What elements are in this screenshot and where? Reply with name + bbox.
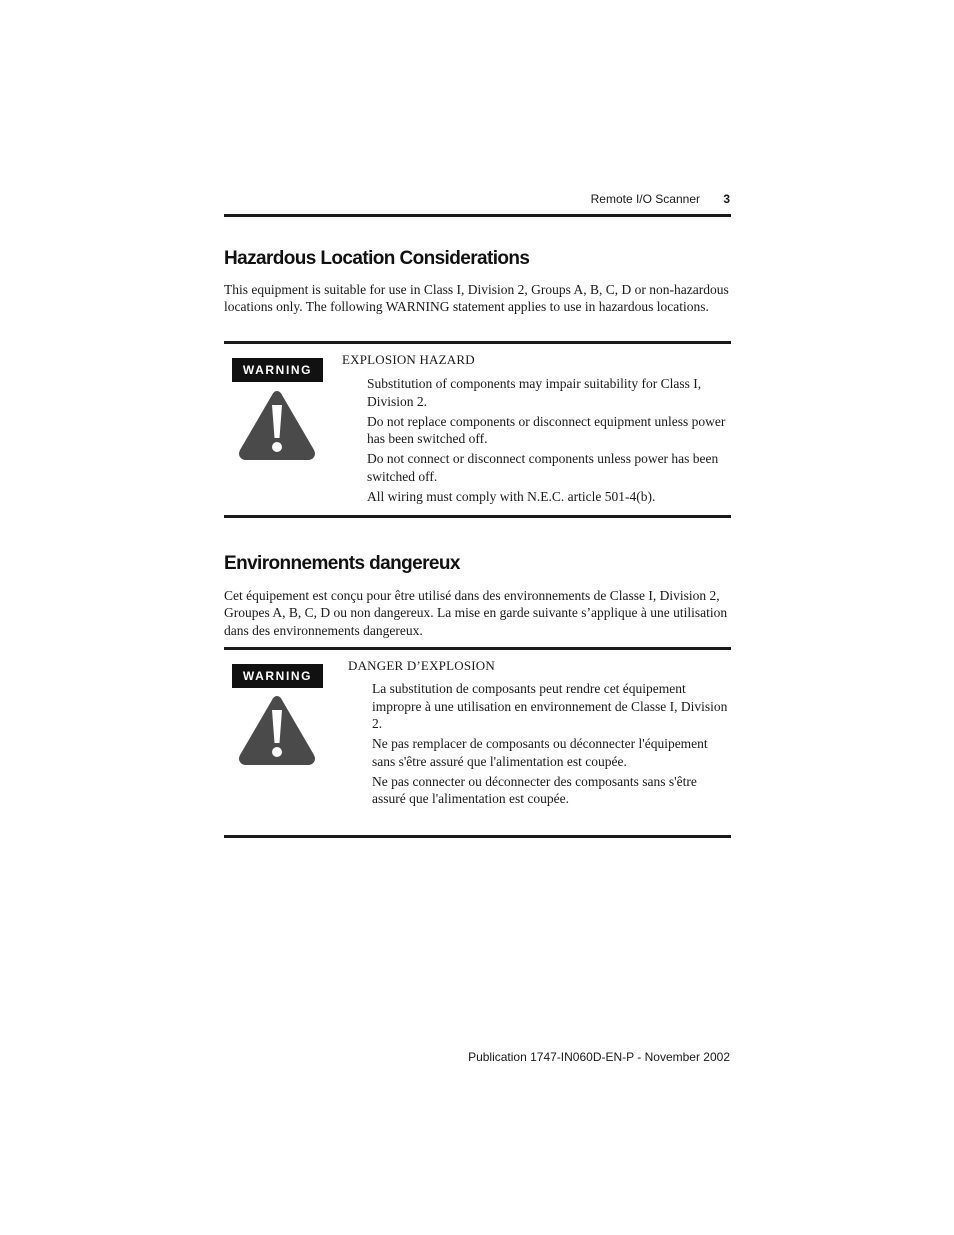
warning-list	[367, 375, 731, 508]
section-intro-environnements: Cet équipement est conçu pour être utilisé dans des environnements de Classe I, Division 2, Groupes A, B, C, D ou non dangereux. La mise en garde suivante s’applique à une utilisation dans des environnements dangereux.	[224, 588, 728, 638]
warning-box-top-rule	[224, 341, 731, 344]
warning-item: All wiring must comply with N.E.C. article 501-4(b).	[367, 488, 656, 504]
section-intro-hazardous: This equipment is suitable for use in Class I, Division 2, Groups A, B, C, D or non-hazardous locations only. The following WARNING statement applies to use in hazardous locations.	[224, 282, 729, 315]
warning-badge: WARNING	[232, 358, 323, 382]
page-number: 3	[723, 192, 730, 206]
header-title: Remote I/O Scanner	[590, 192, 700, 206]
warning-title: EXPLOSION HAZARD	[342, 352, 475, 367]
warning-item: Do not replace components or disconnect equipment unless power has been switched off.	[367, 413, 726, 446]
warning-item: Substitution of components may impair suitability for Class I, Division 2.	[367, 376, 702, 409]
warning-box-top-rule	[224, 647, 731, 650]
section-heading-hazardous: Hazardous Location Considerations	[224, 248, 530, 269]
warning-badge: WARNING	[232, 664, 323, 688]
publication-footer: Publication 1747-IN060D-EN-P - November 2002	[468, 1050, 730, 1064]
warning-title: DANGER D’EXPLOSION	[348, 658, 495, 673]
warning-box-bottom-rule	[224, 835, 731, 838]
header-rule	[224, 214, 731, 217]
warning-item: Do not connect or disconnect components unless power has been switched off.	[367, 451, 719, 484]
warning-item: La substitution de composants peut rendre cet équipement impropre à une utilisation en environnement de Classe I, Division 2.	[372, 681, 728, 731]
running-header	[224, 192, 730, 208]
warning-item: Ne pas remplacer de composants ou déconnecter l'équipement sans s'être assuré que l'alimentation est coupée.	[372, 736, 708, 769]
warning-list	[372, 680, 731, 810]
warning-triangle-icon	[236, 693, 318, 767]
warning-item: Ne pas connecter ou déconnecter des composants sans s'être assuré que l'alimentation est coupée.	[372, 773, 697, 806]
warning-box-bottom-rule	[224, 515, 731, 518]
section-heading-environnements: Environnements dangereux	[224, 553, 460, 574]
warning-triangle-icon	[236, 388, 318, 462]
